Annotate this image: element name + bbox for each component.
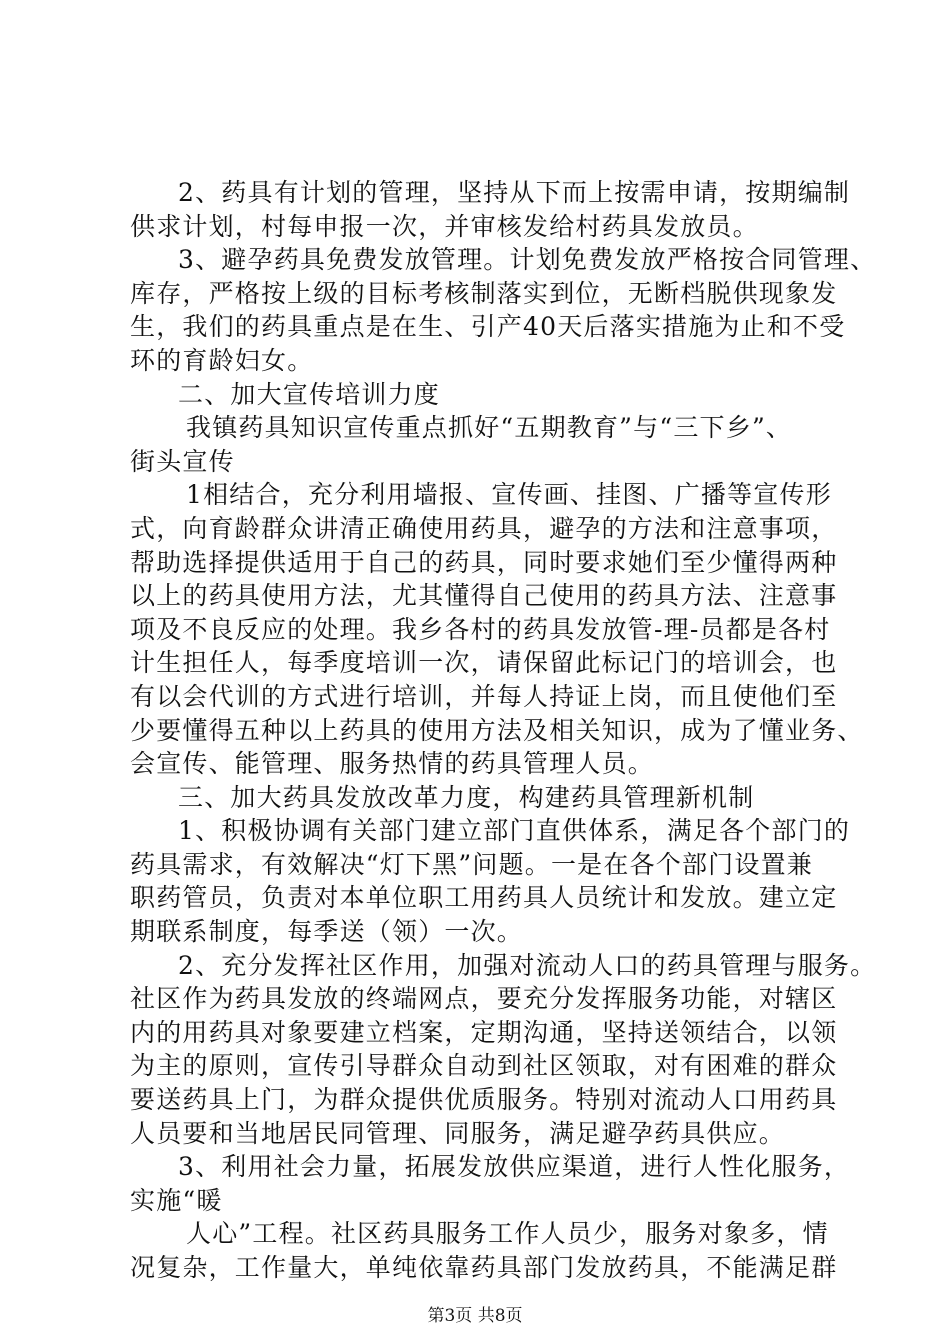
paragraph-line: 3、利用社会力量，拓展发放供应渠道，进行人性化服务， — [178, 1152, 851, 1182]
paragraph-line: 帮助选择提供适用于自己的药具，同时要求她们至少懂得两种 — [130, 547, 838, 577]
paragraph-line: 以上的药具使用方法，尤其懂得自己使用的药具方法、注意事 — [130, 581, 838, 611]
paragraph-line: 街头宣传 — [130, 446, 235, 476]
paragraph-line: 少要懂得五种以上药具的使用方法及相关知识，成为了懂业务、 — [130, 715, 864, 745]
paragraph-line: 会宣传、能管理、服务热情的药具管理人员。 — [130, 749, 655, 779]
paragraph-line: 3、避孕药具免费发放管理。计划免费发放严格按合同管理、 — [178, 245, 877, 275]
paragraph-line: 计生担任人，每季度培训一次，请保留此标记门的培训会，也 — [130, 648, 838, 678]
paragraph-line: 职药管员，负责对本单位职工用药具人员统计和发放。建立定 — [130, 883, 838, 913]
paragraph-line: 实施“暖 — [130, 1185, 223, 1215]
paragraph-line: 项及不良反应的处理。我乡各村的药具发放管-理-员都是各村 — [130, 614, 831, 644]
paragraph-line: 内的用药具对象要建立档案，定期沟通，坚持送领结合，以领 — [130, 1017, 838, 1047]
paragraph-line: 有以会代训的方式进行培训，并每人持证上岗，而且使他们至 — [130, 681, 838, 711]
section-heading: 二、加大宣传培训力度 — [178, 379, 441, 409]
paragraph-line: 我镇药具知识宣传重点抓好“五期教育”与“三下乡”、 — [186, 413, 793, 443]
paragraph-line: 1相结合，充分利用墙报、宣传画、挂图、广播等宣传形 — [186, 480, 832, 510]
paragraph-line: 为主的原则，宣传引导群众自动到社区领取，对有困难的群众 — [130, 1051, 838, 1081]
paragraph-line: 2、充分发挥社区作用，加强对流动人口的药具管理与服务。 — [178, 950, 877, 980]
paragraph-line: 生，我们的药具重点是在生、引产40天后落实措施为止和不受 — [130, 312, 846, 342]
paragraph-line: 期联系制度，每季送（领）一次。 — [130, 917, 524, 947]
paragraph-line: 库存，严格按上级的目标考核制落实到位，无断档脱供现象发 — [130, 278, 838, 308]
paragraph-line: 1、积极协调有关部门建立部门直供体系，满足各个部门的 — [178, 816, 851, 846]
paragraph-line: 社区作为药具发放的终端网点，要充分发挥服务功能，对辖区 — [130, 984, 838, 1014]
paragraph-line: 供求计划，村每申报一次，并审核发给村药具发放员。 — [130, 211, 759, 241]
paragraph-line: 要送药具上门，为群众提供优质服务。特别对流动人口用药具 — [130, 1085, 838, 1115]
paragraph-line: 况复杂，工作量大，单纯依靠药具部门发放药具，不能满足群 — [130, 1253, 838, 1282]
paragraph-line: 人员要和当地居民同管理、同服务，满足避孕药具供应。 — [130, 1118, 786, 1148]
page-number-footer: 第3页 共8页 — [427, 1306, 523, 1326]
paragraph-line: 药具需求，有效解决“灯下黑”问题。一是在各个部门设置兼 — [130, 849, 813, 879]
document-body — [130, 176, 877, 1285]
section-heading: 三、加大药具发放改革力度，构建药具管理新机制 — [178, 782, 755, 812]
paragraph-line: 人心”工程。社区药具服务工作人员少，服务对象多，情 — [186, 1219, 829, 1249]
paragraph-line: 环的育龄妇女。 — [130, 345, 314, 375]
paragraph-line: 式，向育龄群众讲清正确使用药具，避孕的方法和注意事项， — [130, 513, 838, 543]
paragraph-line: 2、药具有计划的管理，坚持从下而上按需申请，按期编制 — [178, 178, 851, 207]
